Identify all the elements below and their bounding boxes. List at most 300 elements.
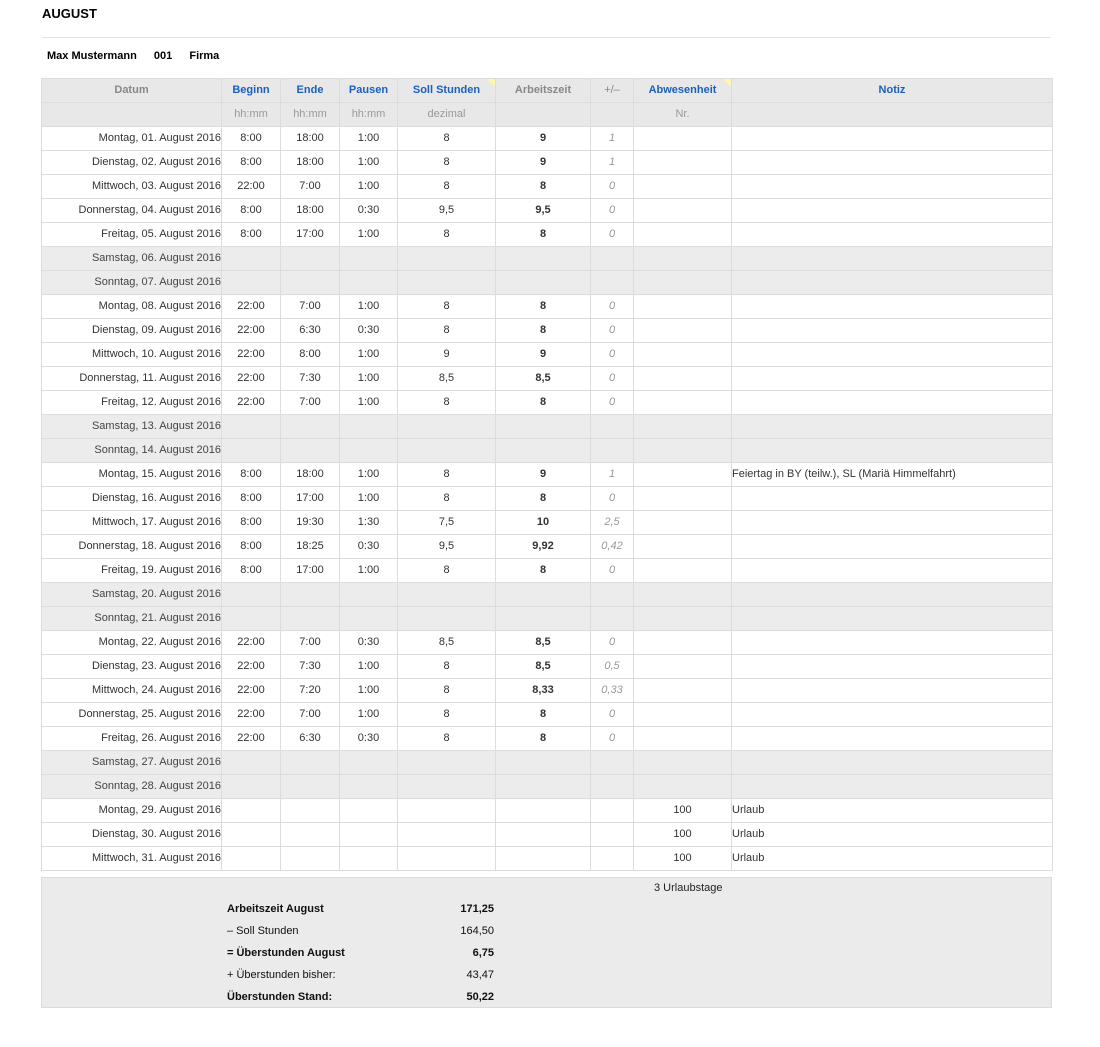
- diff-cell[interactable]: 0: [591, 559, 634, 583]
- pausen-cell[interactable]: 0:30: [340, 631, 398, 655]
- summary-label: – Soll Stunden: [227, 925, 299, 937]
- diff-cell[interactable]: [591, 583, 634, 607]
- ende-cell[interactable]: [281, 439, 340, 463]
- soll-cell[interactable]: 7,5: [398, 511, 496, 535]
- arbeitszeit-cell[interactable]: 9: [496, 127, 591, 151]
- soll-cell[interactable]: 8,5: [398, 631, 496, 655]
- notiz-cell[interactable]: [732, 703, 1053, 727]
- arbeitszeit-cell[interactable]: [496, 583, 591, 607]
- col-header-ende[interactable]: Ende: [281, 79, 340, 103]
- notiz-cell[interactable]: [732, 223, 1053, 247]
- abwesenheit-cell[interactable]: [634, 391, 732, 415]
- summary-value: 43,47: [466, 969, 494, 981]
- pausen-cell[interactable]: [340, 607, 398, 631]
- soll-cell[interactable]: 9: [398, 343, 496, 367]
- beginn-cell[interactable]: [222, 799, 281, 823]
- arbeitszeit-cell[interactable]: 8: [496, 175, 591, 199]
- diff-cell[interactable]: 0: [591, 391, 634, 415]
- arbeitszeit-cell[interactable]: 8,33: [496, 679, 591, 703]
- notiz-cell[interactable]: [732, 727, 1053, 751]
- pausen-cell[interactable]: [340, 775, 398, 799]
- soll-cell[interactable]: [398, 607, 496, 631]
- beginn-cell[interactable]: 8:00: [222, 151, 281, 175]
- abwesenheit-cell[interactable]: [634, 775, 732, 799]
- diff-cell[interactable]: [591, 823, 634, 847]
- notiz-cell[interactable]: [732, 295, 1053, 319]
- beginn-cell[interactable]: 22:00: [222, 727, 281, 751]
- beginn-cell[interactable]: [222, 415, 281, 439]
- abwesenheit-cell[interactable]: 100: [634, 847, 732, 871]
- pausen-cell[interactable]: 1:00: [340, 127, 398, 151]
- beginn-cell[interactable]: 22:00: [222, 391, 281, 415]
- soll-cell[interactable]: 8: [398, 295, 496, 319]
- unit-abwesenheit: Nr.: [634, 103, 732, 127]
- soll-cell[interactable]: 8: [398, 559, 496, 583]
- notiz-cell[interactable]: [732, 487, 1053, 511]
- beginn-cell[interactable]: 8:00: [222, 559, 281, 583]
- diff-cell[interactable]: 1: [591, 463, 634, 487]
- pausen-cell[interactable]: [340, 271, 398, 295]
- arbeitszeit-cell[interactable]: 9,5: [496, 199, 591, 223]
- table-row: [42, 223, 1053, 247]
- ende-cell[interactable]: 7:00: [281, 391, 340, 415]
- beginn-cell[interactable]: 8:00: [222, 127, 281, 151]
- summary-value: 6,75: [472, 947, 494, 959]
- date-cell: Freitag, 26. August 2016: [42, 727, 222, 751]
- unit-beginn: hh:mm: [222, 103, 281, 127]
- arbeitszeit-cell[interactable]: 8: [496, 559, 591, 583]
- ende-cell[interactable]: 17:00: [281, 223, 340, 247]
- beginn-cell[interactable]: 8:00: [222, 487, 281, 511]
- diff-cell[interactable]: [591, 415, 634, 439]
- diff-cell[interactable]: 0: [591, 223, 634, 247]
- soll-cell[interactable]: 9,5: [398, 199, 496, 223]
- notiz-cell[interactable]: [732, 751, 1053, 775]
- arbeitszeit-cell[interactable]: 9: [496, 463, 591, 487]
- soll-cell[interactable]: 8: [398, 727, 496, 751]
- ende-cell[interactable]: [281, 247, 340, 271]
- ende-cell[interactable]: 17:00: [281, 487, 340, 511]
- arbeitszeit-cell[interactable]: [496, 775, 591, 799]
- date-cell: Donnerstag, 11. August 2016: [42, 367, 222, 391]
- ende-cell[interactable]: [281, 847, 340, 871]
- abwesenheit-cell[interactable]: [634, 703, 732, 727]
- notiz-cell[interactable]: [732, 655, 1053, 679]
- diff-cell[interactable]: [591, 439, 634, 463]
- ende-cell[interactable]: 7:00: [281, 703, 340, 727]
- beginn-cell[interactable]: 22:00: [222, 367, 281, 391]
- soll-cell[interactable]: 8: [398, 127, 496, 151]
- table-row: [42, 271, 1053, 295]
- ende-cell[interactable]: 18:00: [281, 151, 340, 175]
- soll-cell[interactable]: [398, 247, 496, 271]
- col-header-arbeitszeit[interactable]: Arbeitszeit: [496, 79, 591, 103]
- arbeitszeit-cell[interactable]: 8: [496, 487, 591, 511]
- diff-cell[interactable]: 0: [591, 367, 634, 391]
- beginn-cell[interactable]: 22:00: [222, 703, 281, 727]
- abwesenheit-cell[interactable]: [634, 343, 732, 367]
- soll-cell[interactable]: [398, 799, 496, 823]
- pausen-cell[interactable]: 1:00: [340, 223, 398, 247]
- summary-label: = Überstunden August: [227, 947, 345, 959]
- table-row: [42, 631, 1053, 655]
- table-row: [42, 655, 1053, 679]
- beginn-cell[interactable]: 22:00: [222, 175, 281, 199]
- ende-cell[interactable]: 7:30: [281, 655, 340, 679]
- ende-cell[interactable]: [281, 799, 340, 823]
- soll-cell[interactable]: 9,5: [398, 535, 496, 559]
- beginn-cell[interactable]: [222, 271, 281, 295]
- abwesenheit-cell[interactable]: [634, 175, 732, 199]
- col-header-notiz[interactable]: Notiz: [732, 79, 1053, 103]
- notiz-cell[interactable]: [732, 583, 1053, 607]
- notiz-cell[interactable]: Urlaub: [732, 847, 1053, 871]
- soll-cell[interactable]: 8: [398, 391, 496, 415]
- arbeitszeit-cell[interactable]: 8: [496, 703, 591, 727]
- notiz-cell[interactable]: [732, 199, 1053, 223]
- beginn-cell[interactable]: [222, 247, 281, 271]
- pausen-cell[interactable]: 1:00: [340, 151, 398, 175]
- beginn-cell[interactable]: [222, 751, 281, 775]
- table-row: [42, 367, 1053, 391]
- abwesenheit-cell[interactable]: [634, 535, 732, 559]
- notiz-cell[interactable]: [732, 175, 1053, 199]
- timesheet-table: [41, 78, 1053, 871]
- pausen-cell[interactable]: 1:00: [340, 295, 398, 319]
- table-row: [42, 583, 1053, 607]
- arbeitszeit-cell[interactable]: [496, 607, 591, 631]
- abwesenheit-cell[interactable]: [634, 367, 732, 391]
- diff-cell[interactable]: [591, 751, 634, 775]
- pausen-cell[interactable]: [340, 439, 398, 463]
- soll-cell[interactable]: [398, 823, 496, 847]
- pausen-cell[interactable]: 1:00: [340, 391, 398, 415]
- ende-cell[interactable]: 19:30: [281, 511, 340, 535]
- notiz-cell[interactable]: [732, 343, 1053, 367]
- abwesenheit-cell[interactable]: 100: [634, 799, 732, 823]
- abwesenheit-cell[interactable]: [634, 247, 732, 271]
- arbeitszeit-cell[interactable]: 9: [496, 151, 591, 175]
- arbeitszeit-cell[interactable]: 9,92: [496, 535, 591, 559]
- ende-cell[interactable]: 17:00: [281, 559, 340, 583]
- ende-cell[interactable]: 18:00: [281, 463, 340, 487]
- beginn-cell[interactable]: 22:00: [222, 319, 281, 343]
- notiz-cell[interactable]: [732, 271, 1053, 295]
- arbeitszeit-cell[interactable]: 8,5: [496, 367, 591, 391]
- pausen-cell[interactable]: [340, 415, 398, 439]
- arbeitszeit-cell[interactable]: [496, 847, 591, 871]
- beginn-cell[interactable]: 8:00: [222, 535, 281, 559]
- ende-cell[interactable]: 7:00: [281, 175, 340, 199]
- diff-cell[interactable]: 0,5: [591, 655, 634, 679]
- ende-cell[interactable]: [281, 583, 340, 607]
- abwesenheit-cell[interactable]: [634, 679, 732, 703]
- diff-cell[interactable]: 0: [591, 175, 634, 199]
- abwesenheit-cell[interactable]: [634, 463, 732, 487]
- notiz-cell[interactable]: [732, 127, 1053, 151]
- date-cell: Montag, 29. August 2016: [42, 799, 222, 823]
- date-cell: Donnerstag, 25. August 2016: [42, 703, 222, 727]
- ende-cell[interactable]: [281, 775, 340, 799]
- table-row: [42, 847, 1053, 871]
- soll-cell[interactable]: 8: [398, 487, 496, 511]
- beginn-cell[interactable]: 22:00: [222, 679, 281, 703]
- soll-cell[interactable]: [398, 583, 496, 607]
- diff-cell[interactable]: 0: [591, 631, 634, 655]
- date-cell: Freitag, 19. August 2016: [42, 559, 222, 583]
- diff-cell[interactable]: [591, 847, 634, 871]
- date-cell: Dienstag, 30. August 2016: [42, 823, 222, 847]
- abwesenheit-cell[interactable]: 100: [634, 823, 732, 847]
- diff-cell[interactable]: [591, 799, 634, 823]
- soll-cell[interactable]: 8: [398, 463, 496, 487]
- table-row: [42, 559, 1053, 583]
- notiz-cell[interactable]: [732, 415, 1053, 439]
- ende-cell[interactable]: [281, 271, 340, 295]
- beginn-cell[interactable]: [222, 439, 281, 463]
- notiz-cell[interactable]: [732, 775, 1053, 799]
- abwesenheit-cell[interactable]: [634, 487, 732, 511]
- diff-cell[interactable]: 2,5: [591, 511, 634, 535]
- diff-cell[interactable]: 0,42: [591, 535, 634, 559]
- soll-cell[interactable]: 8: [398, 679, 496, 703]
- pausen-cell[interactable]: 1:00: [340, 559, 398, 583]
- arbeitszeit-cell[interactable]: 8: [496, 295, 591, 319]
- beginn-cell[interactable]: [222, 775, 281, 799]
- soll-cell[interactable]: 8: [398, 175, 496, 199]
- ende-cell[interactable]: [281, 607, 340, 631]
- employee-number: 001: [153, 50, 173, 62]
- arbeitszeit-cell[interactable]: 8: [496, 727, 591, 751]
- table-row: [42, 799, 1053, 823]
- arbeitszeit-cell[interactable]: [496, 247, 591, 271]
- beginn-cell[interactable]: 22:00: [222, 295, 281, 319]
- beginn-cell[interactable]: 8:00: [222, 463, 281, 487]
- ende-cell[interactable]: 8:00: [281, 343, 340, 367]
- notiz-cell[interactable]: [732, 679, 1053, 703]
- abwesenheit-cell[interactable]: [634, 127, 732, 151]
- arbeitszeit-cell[interactable]: [496, 799, 591, 823]
- abwesenheit-cell[interactable]: [634, 607, 732, 631]
- soll-cell[interactable]: 8: [398, 319, 496, 343]
- abwesenheit-cell[interactable]: [634, 511, 732, 535]
- col-header-diff[interactable]: +/–: [591, 79, 634, 103]
- abwesenheit-cell[interactable]: [634, 151, 732, 175]
- table-row: [42, 823, 1053, 847]
- diff-cell[interactable]: [591, 775, 634, 799]
- diff-cell[interactable]: [591, 247, 634, 271]
- pausen-cell[interactable]: [340, 799, 398, 823]
- diff-cell[interactable]: 0: [591, 487, 634, 511]
- arbeitszeit-cell[interactable]: 8: [496, 391, 591, 415]
- pausen-cell[interactable]: [340, 847, 398, 871]
- table-row: [42, 703, 1053, 727]
- notiz-cell[interactable]: Urlaub: [732, 799, 1053, 823]
- employee-line: [47, 50, 233, 62]
- date-cell: Mittwoch, 10. August 2016: [42, 343, 222, 367]
- pausen-cell[interactable]: 0:30: [340, 319, 398, 343]
- arbeitszeit-cell[interactable]: 8: [496, 223, 591, 247]
- arbeitszeit-cell[interactable]: 10: [496, 511, 591, 535]
- unit-notiz: [732, 103, 1053, 127]
- pausen-cell[interactable]: 1:00: [340, 175, 398, 199]
- diff-cell[interactable]: 0: [591, 295, 634, 319]
- beginn-cell[interactable]: [222, 847, 281, 871]
- notiz-cell[interactable]: [732, 607, 1053, 631]
- notiz-cell[interactable]: [732, 151, 1053, 175]
- ende-cell[interactable]: 7:20: [281, 679, 340, 703]
- beginn-cell[interactable]: 22:00: [222, 343, 281, 367]
- arbeitszeit-cell[interactable]: [496, 271, 591, 295]
- arbeitszeit-cell[interactable]: [496, 439, 591, 463]
- notiz-cell[interactable]: Feiertag in BY (teilw.), SL (Mariä Himmelfahrt): [732, 463, 1053, 487]
- date-cell: Sonntag, 21. August 2016: [42, 607, 222, 631]
- notiz-cell[interactable]: [732, 247, 1053, 271]
- soll-cell[interactable]: [398, 847, 496, 871]
- soll-cell[interactable]: 8,5: [398, 367, 496, 391]
- pausen-cell[interactable]: [340, 583, 398, 607]
- table-row: [42, 247, 1053, 271]
- beginn-cell[interactable]: [222, 823, 281, 847]
- arbeitszeit-cell[interactable]: 8,5: [496, 655, 591, 679]
- date-cell: Montag, 15. August 2016: [42, 463, 222, 487]
- ende-cell[interactable]: [281, 823, 340, 847]
- arbeitszeit-cell[interactable]: 9: [496, 343, 591, 367]
- pausen-cell[interactable]: 1:00: [340, 463, 398, 487]
- ende-cell[interactable]: 7:30: [281, 367, 340, 391]
- notiz-cell[interactable]: [732, 367, 1053, 391]
- soll-cell[interactable]: 8: [398, 703, 496, 727]
- col-header-soll-stunden[interactable]: Soll Stunden: [398, 79, 496, 103]
- soll-cell[interactable]: [398, 415, 496, 439]
- ende-cell[interactable]: 7:00: [281, 295, 340, 319]
- col-header-pausen[interactable]: Pausen: [340, 79, 398, 103]
- pausen-cell[interactable]: 1:00: [340, 343, 398, 367]
- table-row: [42, 487, 1053, 511]
- beginn-cell[interactable]: 8:00: [222, 199, 281, 223]
- ende-cell[interactable]: 18:00: [281, 199, 340, 223]
- abwesenheit-cell[interactable]: [634, 319, 732, 343]
- abwesenheit-cell[interactable]: [634, 583, 732, 607]
- pausen-cell[interactable]: 1:00: [340, 703, 398, 727]
- abwesenheit-cell[interactable]: [634, 655, 732, 679]
- notiz-cell[interactable]: [732, 319, 1053, 343]
- abwesenheit-cell[interactable]: [634, 271, 732, 295]
- table-row: [42, 175, 1053, 199]
- pausen-cell[interactable]: [340, 823, 398, 847]
- notiz-cell[interactable]: [732, 535, 1053, 559]
- arbeitszeit-cell[interactable]: 8,5: [496, 631, 591, 655]
- arbeitszeit-cell[interactable]: [496, 823, 591, 847]
- diff-cell[interactable]: 0: [591, 703, 634, 727]
- soll-cell[interactable]: 8: [398, 655, 496, 679]
- date-cell: Mittwoch, 17. August 2016: [42, 511, 222, 535]
- beginn-cell[interactable]: 8:00: [222, 223, 281, 247]
- table-row: [42, 127, 1053, 151]
- abwesenheit-cell[interactable]: [634, 559, 732, 583]
- abwesenheit-cell[interactable]: [634, 295, 732, 319]
- pausen-cell[interactable]: 1:00: [340, 655, 398, 679]
- diff-cell[interactable]: 0: [591, 343, 634, 367]
- notiz-cell[interactable]: [732, 559, 1053, 583]
- abwesenheit-cell[interactable]: [634, 415, 732, 439]
- date-cell: Sonntag, 07. August 2016: [42, 271, 222, 295]
- pausen-cell[interactable]: 1:30: [340, 511, 398, 535]
- arbeitszeit-cell[interactable]: [496, 415, 591, 439]
- pausen-cell[interactable]: 0:30: [340, 535, 398, 559]
- date-cell: Sonntag, 28. August 2016: [42, 775, 222, 799]
- abwesenheit-cell[interactable]: [634, 199, 732, 223]
- ende-cell[interactable]: 7:00: [281, 631, 340, 655]
- pausen-cell[interactable]: 1:00: [340, 487, 398, 511]
- soll-cell[interactable]: [398, 439, 496, 463]
- notiz-cell[interactable]: [732, 511, 1053, 535]
- abwesenheit-cell[interactable]: [634, 751, 732, 775]
- notiz-cell[interactable]: [732, 631, 1053, 655]
- diff-cell[interactable]: 0,33: [591, 679, 634, 703]
- summary-line: [227, 899, 494, 919]
- soll-cell[interactable]: [398, 271, 496, 295]
- soll-cell[interactable]: [398, 751, 496, 775]
- beginn-cell[interactable]: 22:00: [222, 655, 281, 679]
- pausen-cell[interactable]: 1:00: [340, 679, 398, 703]
- beginn-cell[interactable]: 8:00: [222, 511, 281, 535]
- ende-cell[interactable]: 18:00: [281, 127, 340, 151]
- soll-cell[interactable]: 8: [398, 151, 496, 175]
- date-cell: Dienstag, 23. August 2016: [42, 655, 222, 679]
- col-header-abwesenheit[interactable]: Abwesenheit: [634, 79, 732, 103]
- pausen-cell[interactable]: [340, 751, 398, 775]
- pausen-cell[interactable]: 1:00: [340, 367, 398, 391]
- notiz-cell[interactable]: [732, 439, 1053, 463]
- date-cell: Freitag, 12. August 2016: [42, 391, 222, 415]
- diff-cell[interactable]: 0: [591, 319, 634, 343]
- diff-cell[interactable]: 1: [591, 151, 634, 175]
- soll-cell[interactable]: 8: [398, 223, 496, 247]
- soll-cell[interactable]: [398, 775, 496, 799]
- pausen-cell[interactable]: 0:30: [340, 199, 398, 223]
- abwesenheit-cell[interactable]: [634, 631, 732, 655]
- diff-cell[interactable]: [591, 271, 634, 295]
- ende-cell[interactable]: [281, 415, 340, 439]
- abwesenheit-cell[interactable]: [634, 727, 732, 751]
- beginn-cell[interactable]: 22:00: [222, 631, 281, 655]
- ende-cell[interactable]: 6:30: [281, 727, 340, 751]
- abwesenheit-cell[interactable]: [634, 439, 732, 463]
- diff-cell[interactable]: [591, 607, 634, 631]
- ende-cell[interactable]: [281, 751, 340, 775]
- pausen-cell[interactable]: [340, 247, 398, 271]
- summary-value: 50,22: [466, 991, 494, 1003]
- notiz-cell[interactable]: [732, 391, 1053, 415]
- diff-cell[interactable]: 1: [591, 127, 634, 151]
- date-cell: Donnerstag, 04. August 2016: [42, 199, 222, 223]
- abwesenheit-cell[interactable]: [634, 223, 732, 247]
- col-header-beginn[interactable]: Beginn: [222, 79, 281, 103]
- ende-cell[interactable]: 18:25: [281, 535, 340, 559]
- beginn-cell[interactable]: [222, 607, 281, 631]
- arbeitszeit-cell[interactable]: 8: [496, 319, 591, 343]
- date-cell: Dienstag, 02. August 2016: [42, 151, 222, 175]
- ende-cell[interactable]: 6:30: [281, 319, 340, 343]
- arbeitszeit-cell[interactable]: [496, 751, 591, 775]
- col-header-datum[interactable]: Datum: [42, 79, 222, 103]
- pausen-cell[interactable]: 0:30: [340, 727, 398, 751]
- diff-cell[interactable]: 0: [591, 727, 634, 751]
- notiz-cell[interactable]: Urlaub: [732, 823, 1053, 847]
- diff-cell[interactable]: 0: [591, 199, 634, 223]
- beginn-cell[interactable]: [222, 583, 281, 607]
